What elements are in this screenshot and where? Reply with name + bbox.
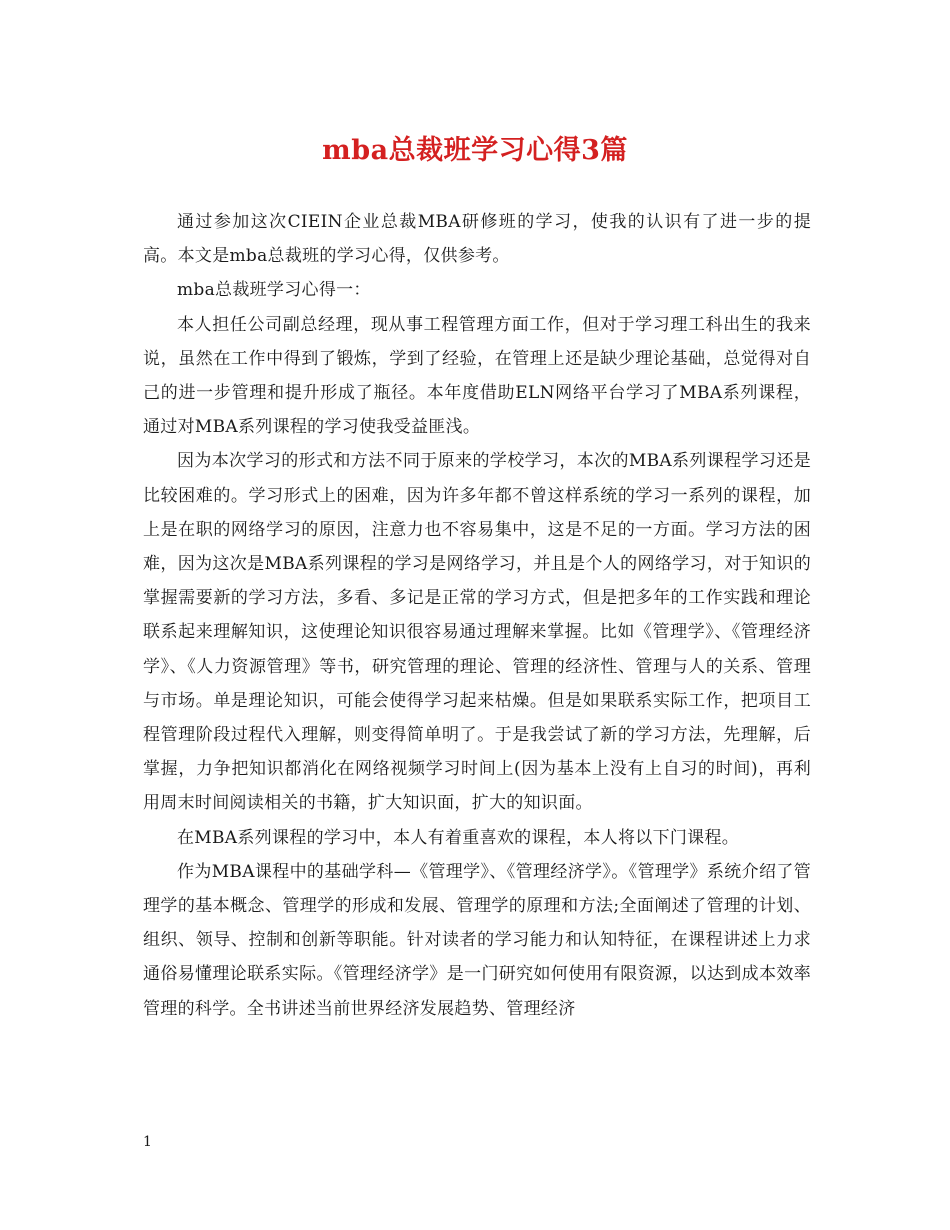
paragraph-learning-method: 因为本次学习的形式和方法不同于原来的学校学习，本次的MBA系列课程学习还是比较困难的。学习形式上的困难，因为许多年都不曾这样系统的学习一系列的课程，加上是在职的网络学习的原因，注意力也不容易集中，这是不足的一方面。学习方法的困难，因为这次是MBA系列课程的学习是网络学习，并且是个人的网络学习，对于知识的掌握需要新的学习方法，多看、多记是正常的学习方式，但是把多年的工作实践和理论联系起来理解知识，这使理论知识很容易通过理解来掌握。比如《管理学》、《管理经济学》、《人力资源管理》等书，研究管理的理论、管理的经济性、管理与人的关系、管理与市场。单是理论知识，可能会使得学习起来枯燥。但是如果联系实际工作，把项目工程管理阶段过程代入理解，则变得简单明了。于是我尝试了新的学习方法，先理解，后掌握，力争把知识都消化在网络视频学习时间上(因为基本上没有上自习的时间)，再利用周末时间阅读相关的书籍，扩大知识面，扩大的知识面。 <box>143 451 811 814</box>
document-body <box>143 205 811 1026</box>
section-heading-1: mba总裁班学习心得一： <box>177 280 371 301</box>
page-number: 1 <box>143 1134 152 1150</box>
paragraph-intro: 通过参加这次CIEIN企业总裁MBA研修班的学习，使我的认识有了进一步的提高。本文是mba总裁班的学习心得，仅供参考。 <box>143 212 811 267</box>
paragraph-management-courses: 作为MBA课程中的基础学科—《管理学》、《管理经济学》。《管理学》系统介绍了管理学的基本概念、管理学的形成和发展、管理学的原理和方法;全面阐述了管理的计划、组织、领导、控制和创新等职能。针对读者的学习能力和认知特征，在课程讲述上力求通俗易懂理论联系实际。《管理经济学》是一门研究如何使用有限资源，以达到成本效率管理的科学。全书讲述当前世界经济发展趋势、管理经济 <box>143 861 811 1019</box>
paragraph-favorite-courses: 在MBA系列课程的学习中，本人有着重喜欢的课程，本人将以下门课程。 <box>177 827 740 848</box>
page-title: mba总裁班学习心得3篇 <box>322 135 628 166</box>
paragraph-background: 本人担任公司副总经理，现从事工程管理方面工作，但对于学习理工科出生的我来说，虽然在工作中得到了锻炼，学到了经验，在管理上还是缺少理论基础，总觉得对自己的进一步管理和提升形成了瓶径。本年度借助ELN网络平台学习了MBA系列课程，通过对MBA系列课程的学习使我受益匪浅。 <box>143 314 811 438</box>
